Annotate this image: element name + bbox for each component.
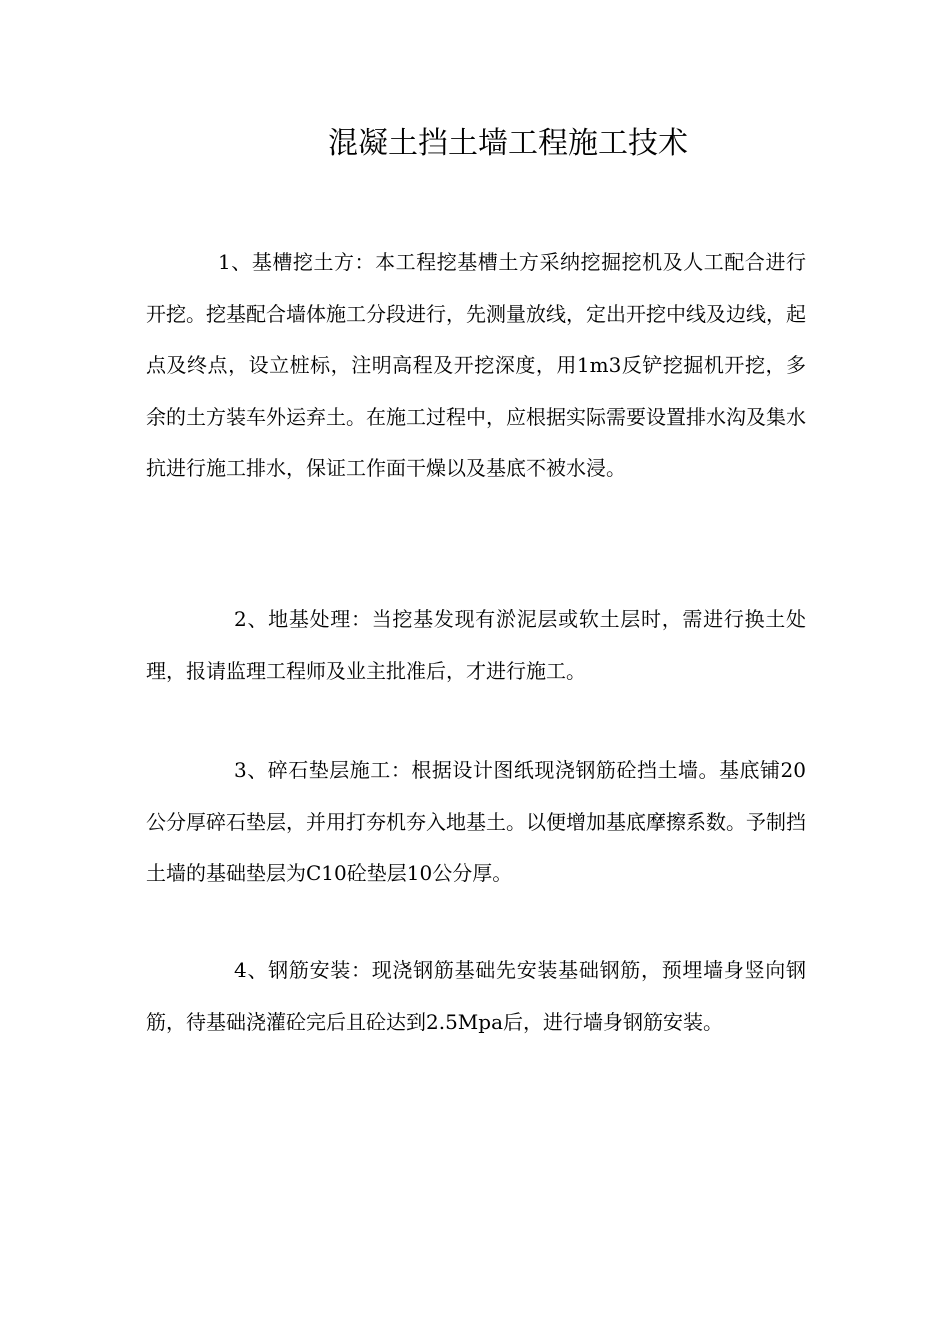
document-title: 混凝土挡土墙工程施工技术 [328, 126, 688, 161]
paragraph-foundation-treatment: 2、地基处理：当挖基发现有淤泥层或软土层时，需进行换土处理，报请监理工程师及业主批准后，才进行施工。 [146, 607, 806, 683]
paragraph-rebar-installation: 4、钢筋安装：现浇钢筋基础先安装基础钢筋，预埋墙身竖向钢筋，待基础浇灌砼完后且砼达到2.5Mpa后，进行墙身钢筋安装。 [146, 958, 806, 1034]
paragraph-gravel-cushion: 3、碎石垫层施工：根据设计图纸现浇钢筋砼挡土墙。基底铺20公分厚碎石垫层，并用打夯机夯入地基土。以便增加基底摩擦系数。予制挡土墙的基础垫层为C10砼垫层10公分厚。 [146, 758, 806, 885]
paragraph-excavation: 1、基槽挖土方：本工程挖基槽土方采纳挖掘挖机及人工配合进行开挖。挖基配合墙体施工分段进行，先测量放线，定出开挖中线及边线，起点及终点，设立桩标，注明高程及开挖深度，用1m3反铲挖掘机开挖，多余的土方装车外运弃土。在施工过程中，应根据实际需要设置排水沟及集水抗进行施工排水，保证工作面干燥以及基底不被水浸。 [146, 250, 806, 480]
